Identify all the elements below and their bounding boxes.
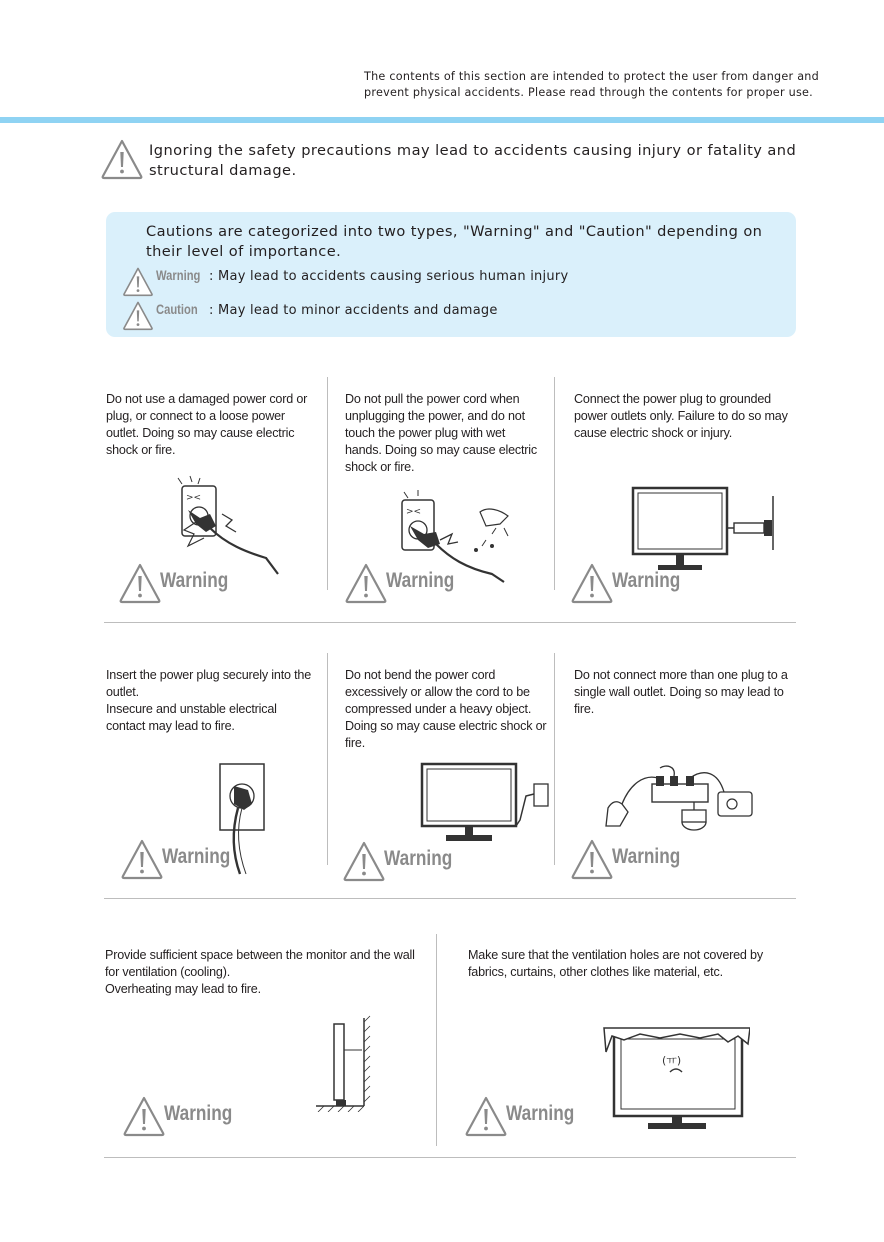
- intro-line-2: prevent physical accidents. Please read through the contents for proper use.: [364, 86, 813, 99]
- item-6-text: Do not connect more than one plug to a single wall outlet. Doing so may lead to fire.: [574, 668, 788, 716]
- warning-badge: [570, 562, 690, 604]
- warning-label: Warning: [612, 845, 681, 868]
- item-7-line-1: Provide sufficient space between the monitor and the wall for ventilation (cooling).: [105, 948, 415, 979]
- intro-line-1: The contents of this section are intended to protect the user from danger and: [364, 70, 819, 83]
- warning-triangle-icon: [118, 562, 162, 604]
- column-divider: [436, 934, 437, 1146]
- item-4-text: [106, 667, 311, 735]
- item-3-text: Connect the power plug to grounded power outlets only. Failure to do so may cause electric shock or injury.: [574, 392, 788, 440]
- warning-label: Warning: [384, 847, 453, 870]
- item-2-text: Do not pull the power cord when unplugging the power, and do not touch the power plug with wet hands. Doing so may cause electric shock or fire.: [345, 392, 538, 474]
- warning-triangle-icon: [342, 840, 386, 882]
- caution-triangle-icon: [100, 138, 144, 180]
- item-8-text: Make sure that the ventilation holes are not covered by fabrics, curtains, other clothes like material, etc.: [468, 948, 763, 979]
- warning-badge: [120, 838, 240, 880]
- warning-badge: [570, 838, 690, 880]
- grounded-outlet-illustration: [630, 484, 780, 572]
- warning-label: Warning: [612, 569, 681, 592]
- item-7-text: [105, 947, 415, 998]
- warning-label: Warning: [164, 1102, 233, 1125]
- svg-text:(ㅠ): (ㅠ): [662, 1054, 682, 1067]
- column-divider: [554, 377, 555, 590]
- warning-label: Warning: [386, 569, 455, 592]
- svg-text:><: ><: [406, 507, 422, 517]
- warning-badge: [464, 1095, 584, 1137]
- column-divider: [554, 653, 555, 865]
- legend-warning-description: : May lead to accidents causing serious human injury: [209, 269, 569, 284]
- legend-caution-description: : May lead to minor accidents and damage: [209, 303, 498, 318]
- column-divider: [327, 377, 328, 590]
- warning-badge: [118, 562, 238, 604]
- warning-label: Warning: [160, 569, 229, 592]
- warning-badge: [342, 840, 462, 882]
- warning-badge: [122, 1095, 242, 1137]
- warning-triangle-icon: [570, 562, 614, 604]
- legend-caution-keyword: Caution: [156, 301, 198, 317]
- warning-triangle-icon: [344, 562, 388, 604]
- svg-text:><: ><: [186, 493, 202, 503]
- item-4-line-1: Insert the power plug securely into the outlet.: [106, 668, 312, 699]
- item-7-line-2: Overheating may lead to fire.: [105, 982, 261, 996]
- item-1-text: Do not use a damaged power cord or plug, or connect to a loose power outlet. Doing so may cause electric shock or fire.: [106, 392, 308, 457]
- intro-text: [364, 69, 824, 101]
- warning-badge: [344, 562, 464, 604]
- item-5-text: Do not bend the power cord excessively or allow the cord to be compressed under a heavy object. Doing so may cause electric shock or fire.: [345, 668, 547, 750]
- caution-triangle-icon: [122, 300, 154, 331]
- row-divider: [104, 898, 796, 899]
- ignore-notice: Ignoring the safety precautions may lead to accidents causing injury or fatality and structural damage.: [149, 142, 797, 179]
- legend-warning-keyword: Warning: [156, 267, 201, 283]
- item-4-line-2: Insecure and unstable electrical contact may lead to fire.: [106, 702, 277, 733]
- row-divider: [104, 1157, 796, 1158]
- multi-plug-illustration: [600, 764, 760, 836]
- warning-triangle-icon: [120, 838, 164, 880]
- wall-clearance-illustration: [312, 1014, 374, 1112]
- warning-triangle-icon: [570, 838, 614, 880]
- row-divider: [104, 622, 796, 623]
- warning-triangle-icon: [122, 266, 154, 297]
- bent-cord-illustration: [418, 762, 552, 844]
- warning-triangle-icon: [464, 1095, 508, 1137]
- category-intro: Cautions are categorized into two types, "Warning" and "Caution" depending on their level of importance.: [146, 223, 763, 260]
- covered-monitor-illustration: [600, 1022, 750, 1132]
- accent-bar: [0, 117, 884, 123]
- warning-label: Warning: [506, 1102, 575, 1125]
- warning-triangle-icon: [122, 1095, 166, 1137]
- warning-label: Warning: [162, 845, 231, 868]
- column-divider: [327, 653, 328, 865]
